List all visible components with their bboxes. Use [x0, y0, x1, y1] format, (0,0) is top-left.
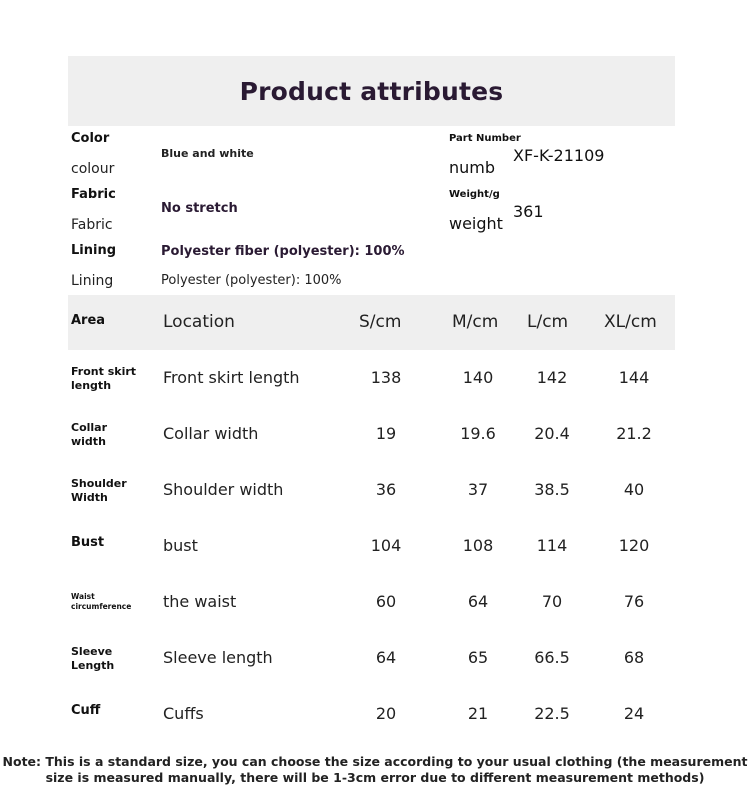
- table-row-area: Front skirt length: [71, 365, 137, 392]
- table-row-area: Cuff: [71, 703, 101, 718]
- table-row-area: Sleeve Length: [71, 645, 115, 672]
- table-cell-s: 20: [375, 704, 397, 723]
- table-cell-m: 19.6: [460, 424, 496, 443]
- part-number-value: XF-K-21109: [513, 146, 605, 165]
- table-cell-s: 60: [375, 592, 397, 611]
- table-cell-m: 65: [467, 648, 489, 667]
- page-title: Product attributes: [239, 76, 504, 106]
- table-row-location: Shoulder width: [163, 480, 284, 499]
- table-cell-xl: 21.2: [616, 424, 652, 443]
- table-cell-m: 64: [467, 592, 489, 611]
- numb-label: numb: [449, 158, 496, 177]
- table-cell-l: 20.4: [534, 424, 570, 443]
- table-row-location: bust: [163, 536, 198, 555]
- table-row-location: the waist: [163, 592, 237, 611]
- color-value: Blue and white: [161, 147, 254, 160]
- header-xl: XL/cm: [604, 312, 657, 332]
- lining-label: Lining: [71, 243, 117, 258]
- table-cell-xl: 144: [618, 368, 650, 387]
- table-cell-l: 22.5: [534, 704, 570, 723]
- header-m: M/cm: [452, 312, 499, 332]
- table-cell-s: 36: [375, 480, 397, 499]
- lining-value-2: Polyester (polyester): 100%: [161, 273, 342, 288]
- table-cell-l: 114: [536, 536, 568, 555]
- header-location: Location: [163, 312, 235, 332]
- table-cell-s: 64: [375, 648, 397, 667]
- header-s: S/cm: [359, 312, 402, 332]
- table-cell-s: 138: [370, 368, 402, 387]
- table-cell-l: 66.5: [534, 648, 570, 667]
- table-cell-m: 108: [462, 536, 494, 555]
- table-cell-xl: 24: [623, 704, 645, 723]
- table-row-location: Cuffs: [163, 704, 204, 723]
- weight-label: weight: [449, 214, 503, 233]
- table-cell-xl: 120: [618, 536, 650, 555]
- table-row-location: Collar width: [163, 424, 259, 443]
- table-cell-l: 142: [536, 368, 568, 387]
- weight-value: 361: [513, 202, 544, 221]
- lining-label-2: Lining: [71, 273, 114, 289]
- lining-value: Polyester fiber (polyester): 100%: [161, 244, 405, 259]
- table-cell-l: 70: [541, 592, 563, 611]
- table-cell-xl: 40: [623, 480, 645, 499]
- fabric-label: Fabric: [71, 187, 116, 202]
- table-row-area: Collar width: [71, 421, 108, 448]
- table-cell-m: 140: [462, 368, 494, 387]
- fabric-value: No stretch: [161, 201, 238, 216]
- table-row-location: Front skirt length: [163, 368, 300, 387]
- header-l: L/cm: [527, 312, 569, 332]
- color-label: Color: [71, 131, 110, 146]
- weight-g-label: Weight/g: [449, 189, 500, 200]
- table-cell-m: 37: [467, 480, 489, 499]
- part-number-label: Part Number: [449, 133, 521, 144]
- table-cell-s: 104: [370, 536, 402, 555]
- title-band: [68, 56, 675, 126]
- table-row-area: Bust: [71, 535, 105, 550]
- colour-label: colour: [71, 161, 115, 177]
- table-cell-xl: 76: [623, 592, 645, 611]
- table-cell-l: 38.5: [534, 480, 570, 499]
- header-area: Area: [71, 313, 106, 328]
- table-cell-s: 19: [375, 424, 397, 443]
- table-row-area: Shoulder Width: [71, 477, 127, 504]
- fabric-label-2: Fabric: [71, 217, 113, 233]
- size-note: Note: This is a standard size, you can choose the size according to your usual clothing (the measurement size is measured manually, there will be 1-3cm error due to different measurement methods): [2, 754, 748, 785]
- table-row-area: Waist circumference: [71, 592, 132, 611]
- table-cell-xl: 68: [623, 648, 645, 667]
- table-cell-m: 21: [467, 704, 489, 723]
- table-row-location: Sleeve length: [163, 648, 273, 667]
